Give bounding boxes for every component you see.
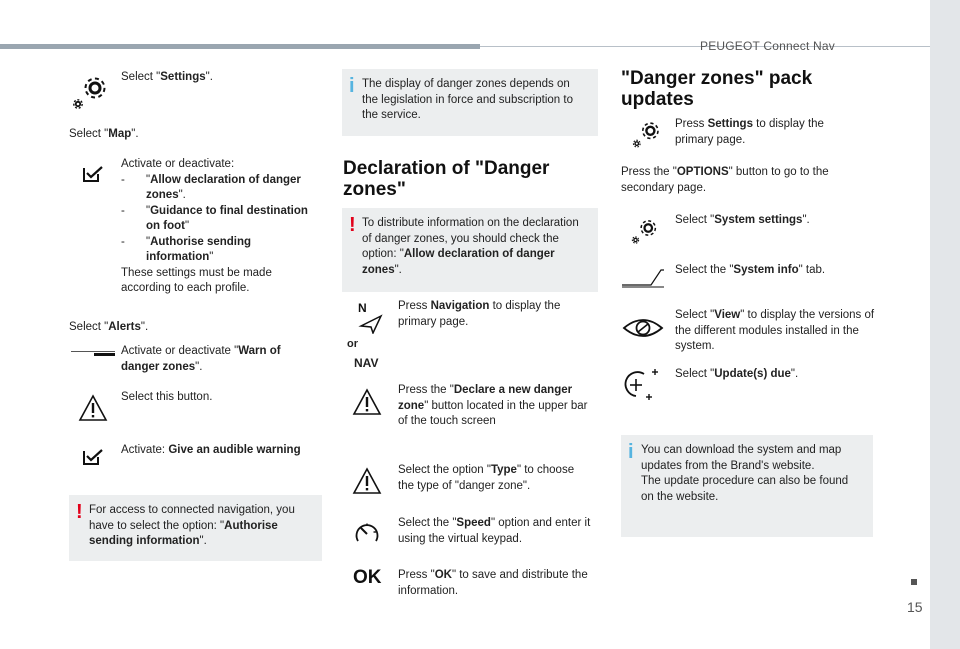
settings-gear-icon xyxy=(630,216,662,246)
section-heading-declaration: Declaration of "Danger zones" xyxy=(343,158,550,200)
settings-gear-icon xyxy=(630,118,666,150)
side-strip xyxy=(930,0,960,649)
select-map-text: Select "Map". xyxy=(69,128,139,140)
header-rule xyxy=(0,44,480,49)
toggle-bar-icon xyxy=(70,350,116,358)
north-arrow-icon xyxy=(357,300,383,334)
nav-label: NAV xyxy=(354,356,379,370)
option-authorise-sending: - "Authorise sending information" xyxy=(121,235,252,263)
warning-triangle-icon xyxy=(352,388,382,416)
nav-icon-group xyxy=(347,300,393,372)
checkbox-tick-icon xyxy=(82,448,104,466)
activate-title: Activate or deactivate: xyxy=(121,158,235,170)
info-mark-icon: i xyxy=(628,441,634,463)
profile-note: These settings must be made according to each profile. xyxy=(121,266,272,294)
info-mark-icon: i xyxy=(349,75,355,97)
svg-text:N: N xyxy=(358,301,367,315)
note-text: The display of danger zones depends on the legislation in force and subscription to the service. xyxy=(362,78,573,121)
warning-note-declaration xyxy=(342,208,598,292)
press-settings-text: Press Settings to display the primary page. xyxy=(675,118,824,146)
select-view-text: Select "View" to display the versions of the different modules installed in the system. xyxy=(675,309,875,352)
press-navigation-text: Press Navigation to display the primary page. xyxy=(398,300,561,328)
speedometer-icon xyxy=(353,520,381,546)
section-heading-pack-updates: "Danger zones" pack updates xyxy=(621,68,813,110)
end-mark xyxy=(911,579,917,585)
select-alerts-text: Select "Alerts". xyxy=(69,321,149,333)
eye-view-icon xyxy=(622,316,664,340)
warning-triangle-icon xyxy=(352,467,382,495)
option-guidance-on-foot: - "Guidance to final destination on foot" xyxy=(121,204,308,232)
ok-icon: OK xyxy=(353,567,382,588)
warning-note-connected-nav xyxy=(69,495,322,561)
select-type-text: Select the option "Type" to choose the type of "danger zone". xyxy=(398,464,575,492)
press-options-text: Press the "OPTIONS" button to go to the secondary page. xyxy=(621,166,829,194)
or-label: or xyxy=(347,338,358,350)
select-system-settings-text: Select "System settings". xyxy=(675,214,810,226)
note-text: To distribute information on the declaration of danger zones, you should check the option: "Allow declaration of danger zones". xyxy=(362,217,579,276)
option-allow-declaration: - "Allow declaration of danger zones". xyxy=(121,173,301,201)
select-updates-due-text: Select "Update(s) due". xyxy=(675,368,799,380)
note-text: You can download the system and map updates from the Brand's website. The update procedure can also be found on the website. xyxy=(641,444,849,503)
select-button-text: Select this button. xyxy=(121,391,213,403)
select-settings-text: Select "Settings". xyxy=(121,71,213,83)
page-number: 15 xyxy=(907,599,923,615)
info-note-download xyxy=(621,435,873,537)
press-ok-text: Press "OK" to save and distribute the information. xyxy=(398,569,588,597)
info-note-legislation xyxy=(342,69,598,136)
page-header: PEUGEOT Connect Nav xyxy=(700,39,835,53)
declare-danger-zone-text: Press the "Declare a new danger zone" button located in the upper bar of the touch screen xyxy=(398,384,588,427)
warning-mark-icon: ! xyxy=(76,501,83,523)
note-text: For access to connected navigation, you have to select the option: "Authorise sending information". xyxy=(89,504,295,547)
settings-gear-icon xyxy=(72,72,112,112)
warning-mark-icon: ! xyxy=(349,214,356,236)
update-icon xyxy=(624,368,660,402)
select-system-info-text: Select the "System info" tab. xyxy=(675,264,826,276)
tab-icon xyxy=(621,268,665,288)
checkbox-tick-icon xyxy=(82,165,104,183)
warning-triangle-icon xyxy=(78,394,108,422)
audible-warning-text: Activate: Give an audible warning xyxy=(121,444,301,456)
select-speed-text: Select the "Speed" option and enter it using the virtual keypad. xyxy=(398,517,591,545)
activate-options-block xyxy=(121,157,321,297)
warn-danger-zones-text: Activate or deactivate "Warn of danger zones". xyxy=(121,345,281,373)
